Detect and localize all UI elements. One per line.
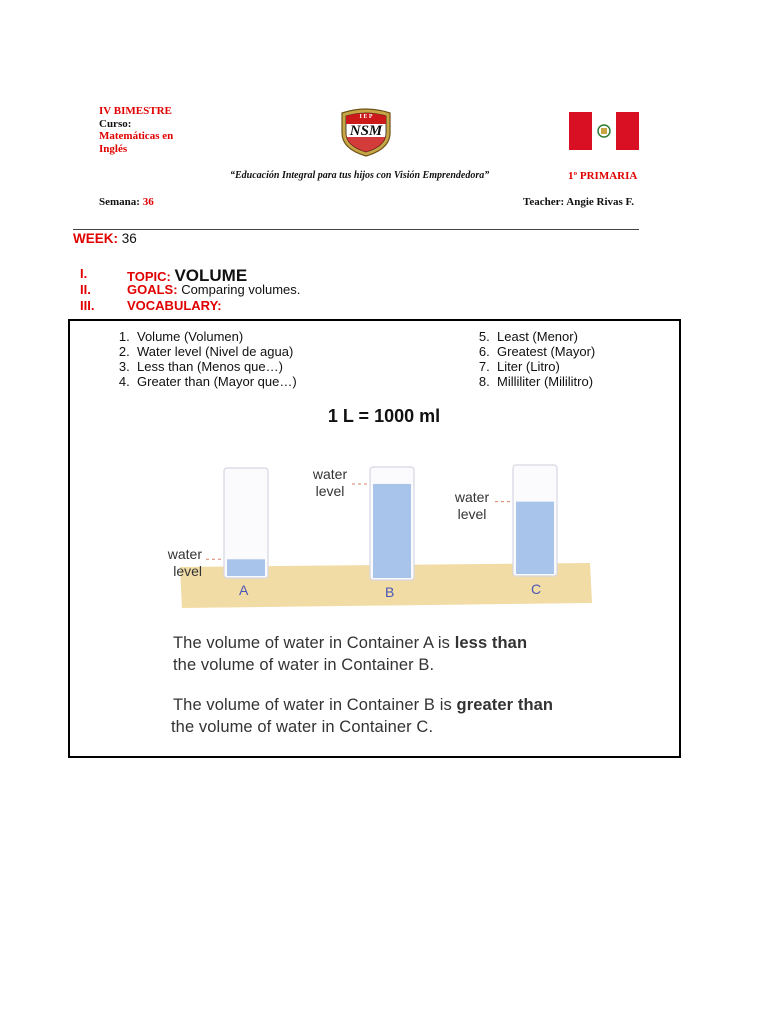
teacher-name: Teacher: Angie Rivas F. [523,196,635,208]
peru-flag [569,112,639,150]
list-item: 4. Greater than (Mayor que…) [118,374,297,389]
list-item: 8. Milliliter (Mililitro) [478,374,594,389]
vocabulary-list-left [110,329,410,389]
list-item: 7. Liter (Litro) [478,359,560,374]
logo-text-top: I E P [359,114,373,120]
logo-text-main: NSM [349,123,383,139]
caption-line-2: the volume of water in Container B. [173,656,435,674]
grade-label: 1º PRIMARIA [568,170,638,182]
topic-label: TOPIC: [127,269,171,284]
caption-line-4: the volume of water in Container C. [171,718,434,736]
list-item: 6. Greatest (Mayor) [478,344,596,359]
water-level-label-a: water level [167,546,202,579]
liter-formula: 1 L = 1000 ml [327,406,441,426]
semana [99,196,154,208]
topic-value: VOLUME [174,266,248,285]
list-item: 2. Water level (Nivel de agua) [118,344,294,359]
list-item: 1. Volume (Volumen) [118,329,244,344]
goals-value: Comparing volumes. [181,282,301,297]
water-a [227,559,265,576]
section-number: II. [80,282,91,297]
week-label: WEEK: [73,231,118,246]
container-label-a: A [239,582,249,598]
vocabulary-label: VOCABULARY: [127,298,222,313]
goals-label: GOALS: [127,282,178,297]
course-info [99,105,173,155]
water-level-label-c: water level [454,489,490,522]
curso-value-line1: Matemáticas en [99,130,174,142]
list-item: 3. Less than (Menos que…) [118,359,283,374]
water-level-label-b: water level [312,466,348,499]
list-item: 5. Least (Menor) [478,329,578,344]
water-b [373,484,411,578]
caption-line-1: The volume of water in Container A is less than [173,634,528,652]
week-line [73,231,137,246]
section-number: I. [80,266,88,281]
section-number: III. [80,298,95,313]
week-value: 36 [121,231,137,246]
caption-line-3: The volume of water in Container B is greater than [173,696,554,714]
header-divider [73,229,639,230]
semana-value: 36 [142,196,154,208]
curso-value-line2: Inglés [99,142,128,155]
bimestre-label: IV BIMESTRE [99,105,172,117]
water-c [516,502,554,574]
vocabulary-list-right [470,329,670,389]
school-motto: “Educación Integral para tus hijos con Visión Emprendedora” [230,170,490,181]
container-label-b: B [385,584,395,600]
curso-label: Curso: [99,117,132,130]
container-label-c: C [531,581,542,597]
semana-label: Semana: [99,196,140,208]
school-logo [336,107,396,157]
